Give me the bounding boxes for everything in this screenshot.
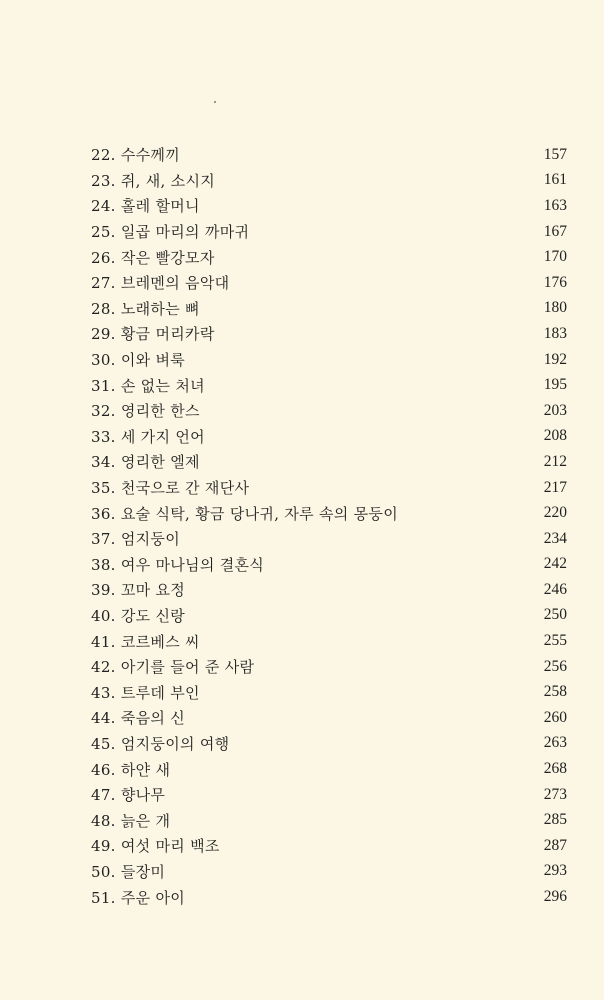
toc-entry-title: 43. 트루데 부인: [91, 683, 200, 702]
toc-entry: [91, 449, 567, 475]
toc-entry-page: 220: [543, 504, 567, 522]
toc-entry-page: 258: [543, 683, 567, 701]
toc-entry-title: 47. 향나무: [91, 786, 166, 805]
toc-entry: [91, 756, 567, 782]
toc-entry: [91, 142, 567, 168]
toc-entry: [91, 884, 567, 910]
toc-entry: [91, 603, 567, 629]
toc-entry-title: 24. 홀레 할머니: [91, 197, 200, 216]
toc-entry: [91, 526, 567, 552]
toc-entry: [91, 731, 567, 757]
toc-entry-page: 208: [543, 427, 567, 445]
toc-entry-title: 44. 죽음의 신: [91, 709, 186, 728]
toc-entry-page: 167: [543, 222, 567, 240]
toc-entry: [91, 398, 567, 424]
toc-entry-title: 35. 천국으로 간 재단사: [91, 479, 250, 498]
toc-entry-page: 285: [543, 811, 567, 829]
toc-entry-page: 161: [543, 171, 567, 189]
toc-entry: [91, 244, 567, 270]
toc-entry-title: 39. 꼬마 요정: [91, 581, 186, 600]
toc-entry-page: 268: [543, 760, 567, 778]
toc-entry: [91, 782, 567, 808]
toc-entry-page: 296: [543, 888, 567, 906]
toc-entry-title: 30. 이와 벼룩: [91, 351, 186, 370]
toc-entry: [91, 500, 567, 526]
toc-entry-page: 273: [543, 785, 567, 803]
toc-entry: [91, 424, 567, 450]
toc-entry-title: 33. 세 가지 언어: [91, 427, 205, 446]
toc-entry-title: 36. 요술 식탁, 황금 당나귀, 자루 속의 몽둥이: [91, 504, 399, 523]
toc-entry: [91, 475, 567, 501]
toc-entry-page: 287: [543, 836, 567, 854]
toc-entry-title: 32. 영리한 한스: [91, 402, 200, 421]
toc-entry-page: 195: [543, 376, 567, 394]
toc-entry-page: 260: [543, 708, 567, 726]
toc-entry-page: 255: [543, 632, 567, 650]
toc-entry: [91, 321, 567, 347]
toc-entry-title: 41. 코르베스 씨: [91, 632, 200, 651]
toc-entry: [91, 679, 567, 705]
toc-entry-title: 45. 엄지둥이의 여행: [91, 734, 230, 753]
toc-entry-title: 51. 주운 아이: [91, 888, 186, 907]
toc-entry-title: 49. 여섯 마리 백조: [91, 837, 220, 856]
toc-entry-page: 180: [543, 299, 567, 317]
toc-entry: [91, 654, 567, 680]
toc-entry: [91, 807, 567, 833]
toc-entry-page: 250: [543, 606, 567, 624]
toc-entry-page: 176: [543, 273, 567, 291]
toc-entry: [91, 219, 567, 245]
toc-entry-page: 217: [543, 478, 567, 496]
toc-entry-page: 157: [543, 145, 567, 163]
toc-entry-page: 263: [543, 734, 567, 752]
toc-entry: [91, 833, 567, 859]
toc-entry-title: 46. 하얀 새: [91, 760, 171, 779]
toc-entry-page: 256: [543, 657, 567, 675]
toc-entry-title: 31. 손 없는 처녀: [91, 376, 205, 395]
toc-entry-title: 23. 쥐, 새, 소시지: [91, 171, 216, 190]
toc-entry-title: 22. 수수께끼: [91, 146, 180, 165]
toc-entry-page: 192: [543, 350, 567, 368]
toc-entry-title: 42. 아기를 들어 준 사람: [91, 658, 255, 677]
toc-entry: [91, 296, 567, 322]
toc-entry-page: 203: [543, 401, 567, 419]
toc-entry-page: 183: [543, 324, 567, 342]
toc-entry: [91, 628, 567, 654]
toc-entry: [91, 372, 567, 398]
toc-entry-title: 37. 엄지둥이: [91, 530, 180, 549]
toc-entry: [91, 193, 567, 219]
toc-entry: [91, 270, 567, 296]
toc-entry-title: 34. 영리한 엘제: [91, 453, 200, 472]
toc-entry-title: 28. 노래하는 뼈: [91, 299, 200, 318]
toc-entry: [91, 705, 567, 731]
page-speck: [214, 101, 216, 103]
toc-entry-title: 29. 황금 머리카락: [91, 325, 215, 344]
toc-entry-title: 26. 작은 빨강모자: [91, 248, 215, 267]
toc-entry-page: 246: [543, 580, 567, 598]
toc-entry: [91, 577, 567, 603]
toc-entry: [91, 552, 567, 578]
toc-entry: [91, 168, 567, 194]
toc-entry-page: 163: [543, 196, 567, 214]
toc-entry-page: 242: [543, 555, 567, 573]
toc-entry-title: 38. 여우 마나님의 결혼식: [91, 555, 265, 574]
toc-entry-page: 170: [543, 248, 567, 266]
toc-entry-title: 50. 들장미: [91, 862, 166, 881]
toc-entry-title: 25. 일곱 마리의 까마귀: [91, 223, 250, 242]
toc-entry: [91, 347, 567, 373]
toc-entry-page: 293: [543, 862, 567, 880]
toc-entry: [91, 859, 567, 885]
toc-entry-page: 234: [543, 529, 567, 547]
toc-entry-page: 212: [543, 452, 567, 470]
toc-entry-title: 27. 브레멘의 음악대: [91, 274, 230, 293]
toc-entry-title: 40. 강도 신랑: [91, 606, 186, 625]
table-of-contents: [91, 142, 567, 910]
toc-entry-title: 48. 늙은 개: [91, 811, 171, 830]
